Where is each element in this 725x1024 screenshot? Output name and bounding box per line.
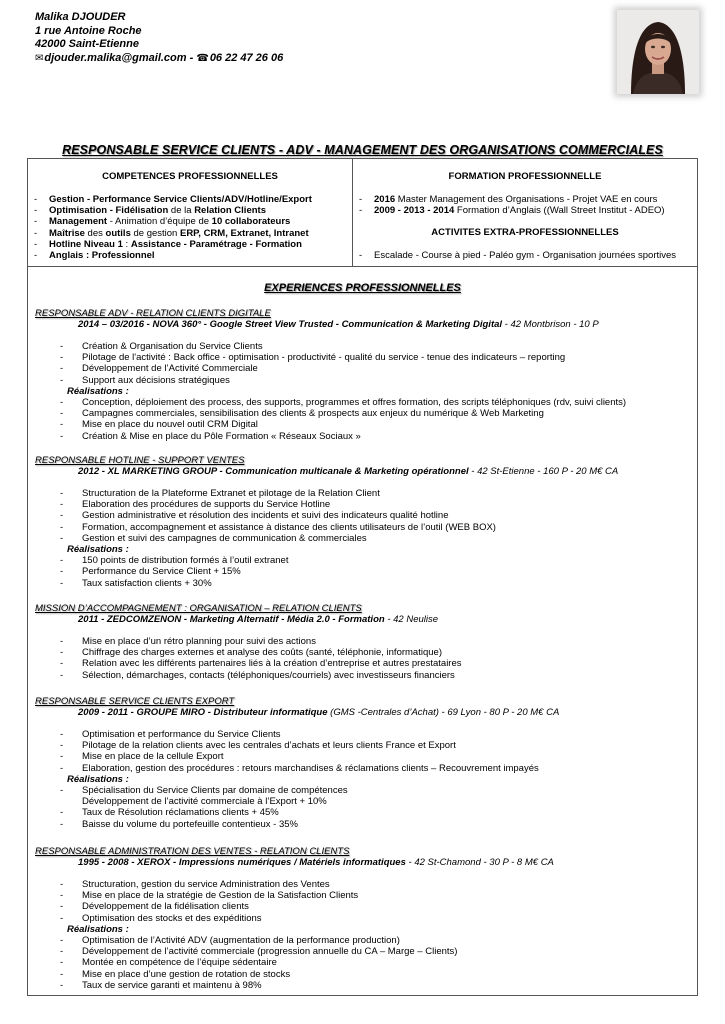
- experience-title: RESPONSABLE HOTLINE - SUPPORT VENTES: [35, 455, 245, 466]
- realisations-list: [35, 935, 695, 991]
- experience-title: RESPONSABLE SERVICE CLIENTS EXPORT: [35, 696, 235, 707]
- competence-item-text: :: [122, 238, 131, 250]
- experience-task: - Elaboration des procédures de supports du Service Hotline: [35, 499, 695, 510]
- realisation-item: - Mise en place du nouvel outil CRM Digital: [35, 419, 695, 430]
- experience-company-details: - 42 Montbrison - 10 P: [502, 319, 599, 330]
- competence-item-text: Relation Clients: [194, 205, 266, 217]
- realisation-item: - Montée en compétence de l’équipe sédentaire: [35, 957, 695, 968]
- realisation-item: - Baisse du volume du portefeuille contentieux - 35%: [35, 819, 695, 830]
- competence-item-text: Management: [49, 216, 108, 228]
- contact-phone: 06 22 47 26 06: [209, 51, 284, 64]
- experience-task: - Développement de l’Activité Commerciale: [35, 363, 695, 374]
- experience-task: - Elaboration, gestion des procédures : retours marchandises & réclamations clients – Recouvrement impayés: [35, 763, 695, 774]
- realisation-item: - Taux satisfaction clients + 30%: [35, 578, 695, 589]
- experience-task: - Optimisation et performance du Service Clients: [35, 729, 695, 740]
- experience-company-name: 2012 - XL MARKETING GROUP - Communication multicanale & Marketing opérationnel: [78, 466, 469, 477]
- competence-item: [28, 250, 312, 261]
- extra-activities-heading: ACTIVITES EXTRA-PROFESSIONNELLES: [431, 227, 619, 238]
- experience-block: [35, 846, 695, 991]
- formation-item: [353, 194, 665, 205]
- contact-name: Malika DJOUDER: [35, 11, 126, 23]
- experience-block: [35, 696, 695, 830]
- experience-company-name: 2011 - ZEDCOMZENON - Marketing Alternatif - Média 2.0 - Formation: [78, 614, 385, 625]
- spacer: [35, 625, 695, 636]
- competence-item-text: - Animation d’équipe de: [107, 216, 212, 228]
- competence-item-text: des: [84, 227, 106, 239]
- contact-separator: -: [186, 51, 197, 64]
- realisations-list: [35, 785, 695, 830]
- experience-task: - Chiffrage des charges externes et analyse des coûts (santé, téléphonie, informatique): [35, 647, 695, 658]
- experience-company-details: - 42 Neulise: [384, 614, 439, 625]
- realisation-item: - Performance du Service Client + 15%: [35, 566, 695, 577]
- formation-list: [353, 194, 665, 216]
- realisations-label: Réalisations :: [67, 385, 129, 397]
- realisations-label: Réalisations :: [67, 544, 129, 556]
- competences-heading: COMPETENCES PROFESSIONNELLES: [102, 171, 278, 182]
- experience-company: [35, 319, 695, 330]
- competence-item: [28, 205, 312, 216]
- realisation-item: - Développement de l’activité commerciale (progression annuelle du CA – Marge – Clients): [35, 946, 695, 957]
- experience-task: - Gestion administrative et résolution des incidents et suivi des indicateurs qualité hotline: [35, 510, 695, 521]
- profile-photo: [617, 10, 699, 94]
- experience-company: [35, 614, 695, 625]
- experience-company-name: 2009 - 2011 - GROUPE MIRO - Distributeur informatique: [78, 707, 328, 718]
- competence-item-text: Assistance - Paramétrage - Formation: [130, 238, 302, 250]
- competence-item-text: ERP, CRM, Extranet, Intranet: [179, 227, 309, 239]
- realisation-item: - Mise en place d’une gestion de rotation de stocks: [35, 969, 695, 980]
- experience-task: - Mise en place d’un rétro planning pour suivi des actions: [35, 636, 695, 647]
- spacer: [35, 477, 695, 488]
- competence-item-text: Gestion - Performance Service Clients/ADV/Hotline/Export: [49, 194, 312, 205]
- formation-item-text: Formation d’Anglais ((Wall Street Institut - ADEO): [454, 205, 665, 217]
- experience-company: [35, 707, 695, 718]
- experience-task: - Structuration, gestion du service Administration des Ventes: [35, 879, 695, 890]
- extra-activity-item: - Escalade - Course à pied - Paléo gym - Organisation journées sportives: [353, 250, 676, 261]
- competence-item-text: de la: [168, 205, 195, 217]
- experience-task: - Mise en place de la stratégie de Gestion de la Satisfaction Clients: [35, 890, 695, 901]
- experience-task: - Support aux décisions stratégiques: [35, 375, 695, 386]
- competence-item: [28, 228, 312, 239]
- formation-heading: FORMATION PROFESSIONNELLE: [448, 171, 602, 182]
- contact-city: 42000 Saint-Etienne: [35, 38, 139, 50]
- realisation-item: - Taux de service garanti et maintenu à 98%: [35, 980, 695, 991]
- experience-block: [35, 603, 695, 681]
- phone-icon: ☎: [196, 52, 209, 64]
- competence-item-text: Optimisation - Fidélisation: [49, 205, 169, 217]
- experience-task: - Développement de la fidélisation clients: [35, 901, 695, 912]
- experience-company-name: 2014 – 03/2016 - NOVA 360° - Google Street View Trusted - Communication & Marketing Digital: [78, 319, 503, 330]
- extra-activities-list: [353, 250, 676, 261]
- contact-block: [35, 11, 283, 65]
- experience-task: - Sélection, démarchages, contacts (téléphoniques/courriels) avec investisseurs financiers: [35, 670, 695, 681]
- realisation-item: - Spécialisation du Service Clients par domaine de compétences: [35, 785, 695, 796]
- realisation-item: - Taux de Résolution réclamations clients + 45%: [35, 807, 695, 818]
- experience-company: [35, 466, 695, 477]
- experiences-heading: EXPERIENCES PROFESSIONNELLES: [264, 282, 461, 294]
- experience-task: - Mise en place de la cellule Export: [35, 751, 695, 762]
- experience-tasks: [35, 729, 695, 774]
- realisation-item: - Optimisation de l’Activité ADV (augmentation de la performance production): [35, 935, 695, 946]
- formation-item-text: Master Management des Organisations - Projet VAE en cours: [395, 194, 658, 205]
- experience-title: MISSION D’ACCOMPAGNEMENT : ORGANISATION – RELATION CLIENTS: [35, 603, 362, 614]
- formation-item: [353, 205, 665, 216]
- experience-task: - Formation, accompagnement et assistance à distance des clients utilisateurs de l’outil (WEB BOX): [35, 522, 695, 533]
- competence-item: [28, 239, 312, 250]
- experience-task: - Relation avec les différents partenaires liés à la création d’entreprise et autres prestataires: [35, 658, 695, 669]
- contact-street: 1 rue Antoine Roche: [35, 24, 142, 37]
- experience-task: - Gestion et suivi des campagnes de communication & commerciales: [35, 533, 695, 544]
- experience-task: - Pilotage de l'activité : Back office - optimisation - productivité - qualité du service - tenue des indicateurs – reporting: [35, 352, 695, 363]
- spacer: [35, 868, 695, 879]
- competences-list: [28, 194, 312, 261]
- experience-tasks: [35, 636, 695, 681]
- competence-item-text: de gestion: [130, 227, 180, 239]
- experience-company: [35, 857, 695, 868]
- experience-task: - Structuration de la Plateforme Extranet et pilotage de la Relation Client: [35, 488, 695, 499]
- competence-item-text: outils: [105, 227, 131, 239]
- main-title: RESPONSABLE SERVICE CLIENTS - ADV - MANAGEMENT DES ORGANISATIONS COMMERCIALES: [62, 143, 663, 157]
- experience-task: - Création & Organisation du Service Clients: [35, 341, 695, 352]
- realisation-item: - Conception, déploiement des process, des supports, programmes et offres formation, des scripts téléphoniques (rdv, suivi clients): [35, 397, 695, 408]
- spacer: [35, 330, 695, 341]
- formation-item-text: 2009 - 2013 - 2014: [374, 205, 455, 217]
- contact-email: djouder.malika@gmail.com: [44, 51, 187, 64]
- realisation-item: Développement de l’activité commerciale à l’Export + 10%: [82, 796, 327, 808]
- experience-tasks: [35, 341, 695, 386]
- realisations-label: Réalisations :: [67, 923, 129, 935]
- experience-company-details: - 42 St-Chamond - 30 P - 8 M€ CA: [405, 857, 554, 868]
- experience-task: - Optimisation des stocks et des expéditions: [35, 913, 695, 924]
- competence-item-text: 10 collaborateurs: [211, 216, 291, 228]
- competences-box: [27, 158, 353, 267]
- experience-title: RESPONSABLE ADMINISTRATION DES VENTES - RELATION CLIENTS: [35, 846, 350, 857]
- experience-block: [35, 308, 695, 442]
- formation-box: [352, 158, 698, 267]
- contact-line: [35, 52, 283, 66]
- experience-tasks: [35, 488, 695, 544]
- experience-title: RESPONSABLE ADV - RELATION CLIENTS DIGITALE: [35, 308, 271, 319]
- competence-item: [28, 216, 312, 227]
- envelope-icon: ✉: [35, 52, 44, 64]
- competence-item: [28, 194, 312, 205]
- experience-company-details: - 42 St-Etienne - 160 P - 20 M€ CA: [468, 466, 619, 477]
- spacer: [35, 718, 695, 729]
- realisations-list: [35, 397, 695, 442]
- realisations-list: [35, 555, 695, 589]
- competence-item-text: Maîtrise: [49, 227, 85, 239]
- experience-company-details: (GMS -Centrales d’Achat) - 69 Lyon - 80 P - 20 M€ CA: [327, 707, 560, 718]
- realisations-label: Réalisations :: [67, 773, 129, 785]
- realisation-item: - Création & Mise en place du Pôle Formation « Réseaux Sociaux »: [35, 431, 695, 442]
- formation-item-text: 2016: [374, 194, 396, 205]
- experience-task: - Pilotage de la relation clients avec les centrales d’achats et leurs clients France et Export: [35, 740, 695, 751]
- experience-company-name: 1995 - 2008 - XEROX - Impressions numériques / Matériels informatiques: [78, 857, 406, 868]
- competence-item-text: Hotline Niveau 1: [49, 238, 123, 250]
- competence-item-text: Anglais : Professionnel: [49, 250, 155, 262]
- experience-tasks: [35, 879, 695, 924]
- realisation-item: - 150 points de distribution formés à l’outil extranet: [35, 555, 695, 566]
- experience-block: [35, 455, 695, 589]
- realisation-item: - Campagnes commerciales, sensibilisation des clients & prospects aux enjeux du numérique & Web Marketing: [35, 408, 695, 419]
